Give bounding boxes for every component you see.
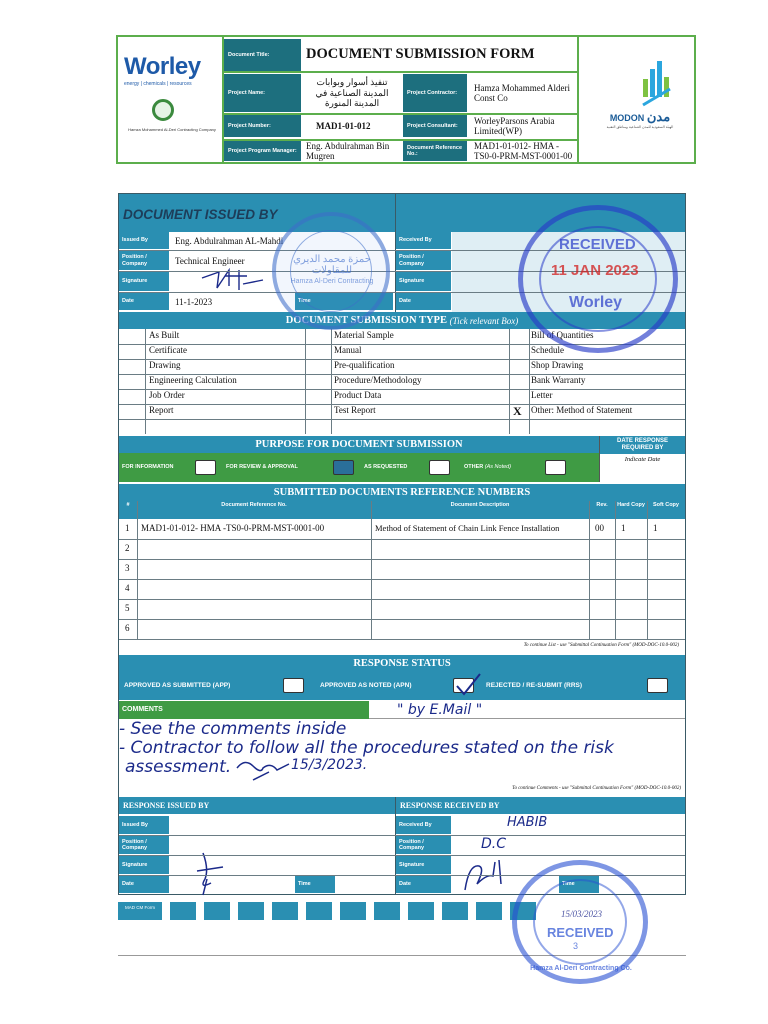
project-contractor: Hamza Mohammed Alderi Const Co [474, 82, 570, 103]
label-resp-time: Time [295, 876, 335, 893]
signature-issuer [199, 266, 269, 292]
type-tick-mark: X [513, 404, 522, 418]
project-number: MAD1-01-012 [316, 120, 371, 131]
resp-received-title: RESPONSE RECEIVED BY [396, 797, 685, 814]
submission-type-title: DOCUMENT SUBMISSION TYPE [285, 315, 447, 326]
type-option[interactable]: Job Order [149, 390, 185, 400]
type-option[interactable]: Drawing [149, 360, 181, 370]
submitted-cell: 3 [125, 563, 130, 573]
type-option[interactable]: Material Sample [334, 330, 394, 340]
program-manager: Eng. Abdulrahman Bin Mugren [306, 140, 390, 161]
document-reference: MAD1-01-012- HMA -TS0-0-PRM-MST-0001-00 [474, 140, 573, 161]
label-other: OTHER [464, 463, 484, 470]
checkbox-as-requested[interactable] [429, 460, 450, 475]
received-stamp-contractor-ring: Hamza Al-Deri Contracting Co. [530, 965, 632, 972]
type-option[interactable]: Product Data [334, 390, 382, 400]
submitted-header: Rev. [596, 502, 608, 508]
issue-date: 11-1-2023 [175, 296, 213, 307]
submitted-header: # [126, 502, 130, 508]
submitted-cell: 1 [621, 523, 626, 533]
document-header [116, 35, 696, 164]
submitted-cell: 1 [653, 523, 658, 533]
submitted-cell: 4 [125, 583, 130, 593]
company-name: Worley [124, 53, 201, 80]
resp-received-name: HABIB [507, 815, 548, 830]
issued-title: DOCUMENT ISSUED BY [123, 207, 278, 222]
worley-logo [124, 53, 219, 87]
submitted-title: SUBMITTED DOCUMENTS REFERENCE NUMBERS [119, 484, 685, 501]
label-resp-received-signature: Signature [396, 856, 451, 874]
modon-caption: الهيئة السعودية للمدن الصناعية ومناطق التقنية [606, 125, 674, 129]
label-app: APPROVED AS SUBMITTED (APP) [124, 682, 231, 690]
modon-en: MODON [609, 113, 645, 123]
submitted-header: Soft Copy [653, 502, 679, 508]
submitted-header: Document Reference No. [221, 502, 287, 508]
submission-type-hint: (Tick relevant Box) [449, 315, 519, 326]
partner-caption: Hamza Mohammed Al-Deri Contracting Company [128, 127, 216, 132]
received-stamp-contractor [512, 860, 648, 984]
other-hint: (As Noted) [484, 463, 512, 470]
company-stamp [272, 212, 390, 330]
received-stamp-date: 11 JAN 2023 [551, 262, 639, 279]
indicate-date: Indicate Date [624, 456, 661, 463]
label-received-position: Position / Company [396, 251, 451, 270]
submitted-cell: 6 [125, 623, 130, 633]
label-resp-issued-by: Issued By [119, 816, 169, 834]
label-resp-signature: Signature [119, 856, 169, 874]
checkbox-for-information[interactable] [195, 460, 216, 475]
type-option[interactable]: Engineering Calculation [149, 375, 237, 385]
type-option[interactable]: Manual [334, 345, 362, 355]
label-project-number: Project Number: [224, 115, 301, 137]
label-received-by: Received By [396, 232, 451, 249]
submitted-header: Hard Copy [617, 502, 645, 508]
checkbox-app[interactable] [283, 678, 304, 693]
label-received-date: Date [396, 293, 451, 310]
received-stamp-contractor-label: RECEIVED [547, 925, 614, 940]
label-project-name: Project Name: [224, 74, 301, 112]
apn-tick-icon [453, 672, 483, 698]
label-rrs: REJECTED / RE-SUBMIT (RRS) [486, 682, 583, 690]
modon-ar: مدن [646, 109, 671, 124]
label-project-contractor: Project Contractor: [403, 74, 467, 112]
comment-date: 15/3/2023. [291, 757, 368, 773]
type-option[interactable]: Test Report [334, 405, 376, 415]
type-option[interactable]: Bill of Quantities [531, 330, 594, 340]
label-signature: Signature [119, 272, 169, 291]
email-note: " by E.Mail " [397, 702, 483, 718]
type-option[interactable]: Certificate [149, 345, 187, 355]
type-option[interactable]: As Built [149, 330, 180, 340]
comment-line-3: assessment. [125, 757, 232, 777]
received-stamp-contractor-date: 15/03/2023 [561, 909, 603, 919]
label-position: Position / Company [119, 251, 169, 270]
response-title: RESPONSE STATUS [119, 655, 685, 672]
type-option[interactable]: Report [149, 405, 174, 415]
label-resp-date: Date [119, 876, 169, 893]
project-consultant: WorleyParsons Arabia Limited(WP) [474, 115, 555, 136]
comments-note: To continue Comments - use "Submittal Continuation Form" (MOD-DOC-10.0-002) [512, 786, 681, 791]
label-for-information: FOR INFORMATION [122, 463, 174, 470]
footer-label: MAD CM Form [118, 902, 162, 920]
label-resp-received-time: Time [559, 876, 599, 893]
type-option[interactable]: Shop Drawing [531, 360, 584, 370]
company-tagline: energy | chemicals | resources [124, 81, 192, 87]
label-time: Time [295, 293, 393, 310]
modon-logo [588, 47, 692, 157]
date-response-label: DATE RESPONSE REQUIRED BY [600, 436, 685, 454]
label-date: Date [119, 293, 169, 310]
company-stamp-text: حمزة محمد الديري للمقاولات [293, 254, 371, 276]
type-option[interactable]: Letter [531, 390, 553, 400]
resp-issued-signature [189, 849, 229, 897]
modon-logo-icon [588, 47, 692, 117]
submitted-cell: 2 [125, 543, 130, 553]
received-stamp-label: RECEIVED [559, 236, 636, 253]
comment-line-2: - Contractor to follow all the procedures stated on the risk [119, 738, 614, 758]
submitted-note: To continue List - use "Submittal Continuation Form" (MOD-DOC-10.0-002) [523, 643, 679, 648]
partner-logo-icon [152, 99, 174, 121]
received-stamp-contractor-num: 3 [573, 941, 579, 951]
comment-signature [233, 756, 293, 790]
label-resp-received-by: Received By [396, 816, 451, 834]
label-received-signature: Signature [396, 272, 451, 291]
checkbox-rrs[interactable] [647, 678, 668, 693]
submitted-cell: Method of Statement of Chain Link Fence Installation [375, 523, 560, 533]
resp-issued-title: RESPONSE ISSUED BY [119, 797, 395, 814]
comment-line-1: - See the comments inside [119, 719, 347, 739]
checkbox-for-review[interactable] [333, 460, 354, 475]
label-apn: APPROVED AS NOTED (APN) [320, 682, 412, 690]
type-option[interactable]: Pre-qualification [334, 360, 395, 370]
position: Technical Engineer [175, 255, 245, 266]
label-resp-received-position: Position / Company [396, 836, 451, 854]
label-as-requested: AS REQUESTED [364, 463, 408, 470]
label-resp-received-date: Date [396, 876, 451, 893]
resp-received-position: D.C [481, 836, 507, 852]
type-option[interactable]: Bank Warranty [531, 375, 586, 385]
submitted-cell: MAD1-01-012- HMA -TS0-0-PRM-MST-0001-00 [141, 523, 325, 533]
label-project-consultant: Project Consultant: [403, 115, 467, 137]
label-resp-position: Position / Company [119, 836, 169, 854]
label-program-manager: Project Program Manager: [224, 141, 301, 161]
company-stamp-sub: Hamza Al-Deri Contracting [290, 278, 374, 285]
type-option[interactable]: Procedure/Methodology [334, 375, 422, 385]
received-stamp-worley [518, 205, 678, 353]
type-option[interactable]: Other: Method of Statement [531, 405, 633, 415]
submitted-cell: 1 [125, 523, 130, 533]
label-for-review: FOR REVIEW & APPROVAL [226, 463, 298, 470]
submitted-header: Document Description [450, 502, 510, 508]
label-document-title: Document Title: [224, 39, 301, 71]
document-title: DOCUMENT SUBMISSION FORM [306, 45, 535, 62]
checkbox-other[interactable] [545, 460, 566, 475]
submitted-table [119, 501, 685, 641]
comments-label: COMMENTS [122, 706, 163, 714]
issued-by: Eng. Abdulrahman AL-Mahdi [175, 235, 284, 246]
type-option[interactable]: Schedule [531, 345, 564, 355]
label-document-reference: Document Reference No.: [403, 141, 467, 161]
purpose-title: PURPOSE FOR DOCUMENT SUBMISSION [119, 436, 599, 453]
submitted-cell: 5 [125, 603, 130, 613]
received-stamp-brand: Worley [569, 294, 623, 311]
project-name: تنفيذ أسوار وبوابات المدينة الصناعية في المدينة المنورة [315, 77, 389, 109]
submitted-cell: 00 [595, 523, 604, 533]
label-issued-by: Issued By [119, 232, 169, 249]
